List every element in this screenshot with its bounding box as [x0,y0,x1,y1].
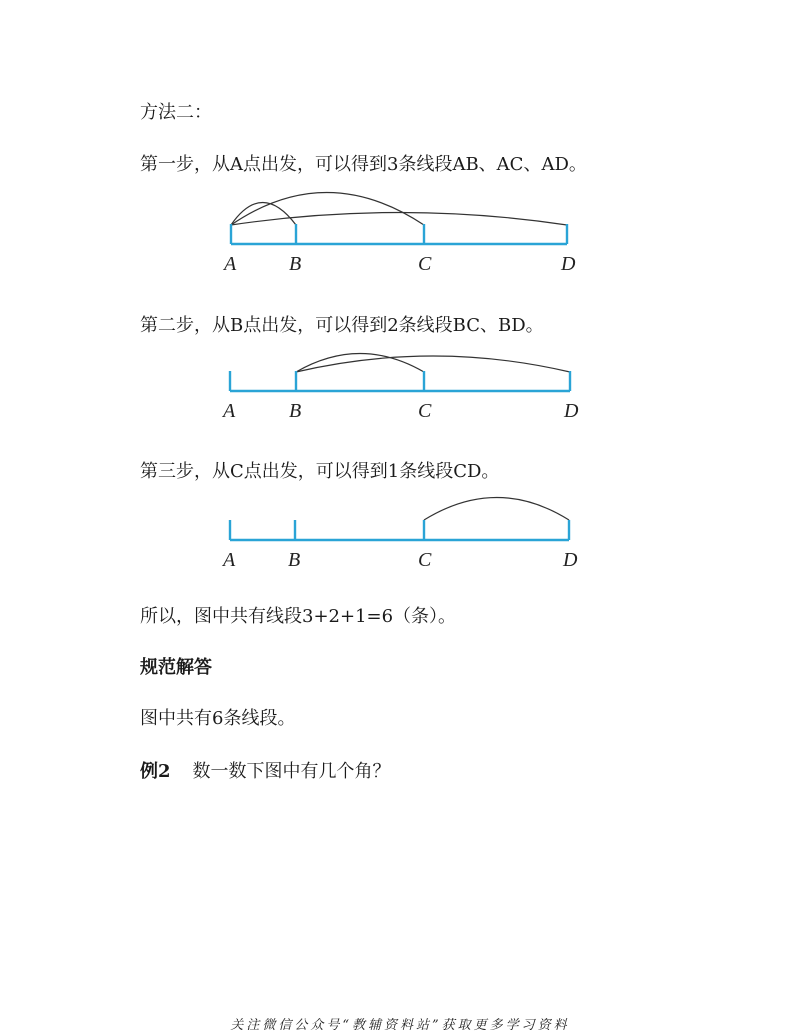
step-1-text: 第一步，从A点出发，可以得到3条线段AB、AC、AD。 [140,154,587,175]
arc-bd [296,356,570,372]
point-label-b: B [288,549,301,571]
point-label-c: C [418,253,432,275]
point-label-c: C [418,400,432,422]
step-2-text: 第二步，从B点出发，可以得到2条线段BC、BD。 [140,315,544,336]
arc-ad [231,213,567,226]
example-2-line [140,757,391,783]
arc-ac [231,193,424,226]
conclusion-text: 所以，图中共有线段3+2+1=6（条）。 [140,606,457,627]
point-label-d: D [563,549,578,571]
segment-diagram-step-3 [0,490,800,580]
method-heading: 方法二： [140,102,212,123]
arc-cd [424,498,569,521]
segment-diagram-step-1 [0,190,800,280]
point-label-a: A [224,253,237,275]
arc-ab [231,203,296,226]
step-3-text: 第三步，从C点出发，可以得到1条线段CD。 [140,461,500,482]
answer-heading: 规范解答 [140,657,212,678]
example-number: 例2 [140,761,171,782]
point-label-a: A [223,549,236,571]
point-label-c: C [418,549,432,571]
answer-text: 图中共有6条线段。 [140,708,296,729]
point-label-b: B [289,400,302,422]
footer-watermark: 关注微信公众号“教辅资料站”获取更多学习资料 [230,1018,570,1033]
point-label-d: D [561,253,576,275]
point-label-d: D [564,400,579,422]
example-question: 数一数下图中有几个角？ [192,761,391,782]
point-label-b: B [289,253,302,275]
segment-diagram-step-2 [0,340,800,430]
point-label-a: A [223,400,236,422]
